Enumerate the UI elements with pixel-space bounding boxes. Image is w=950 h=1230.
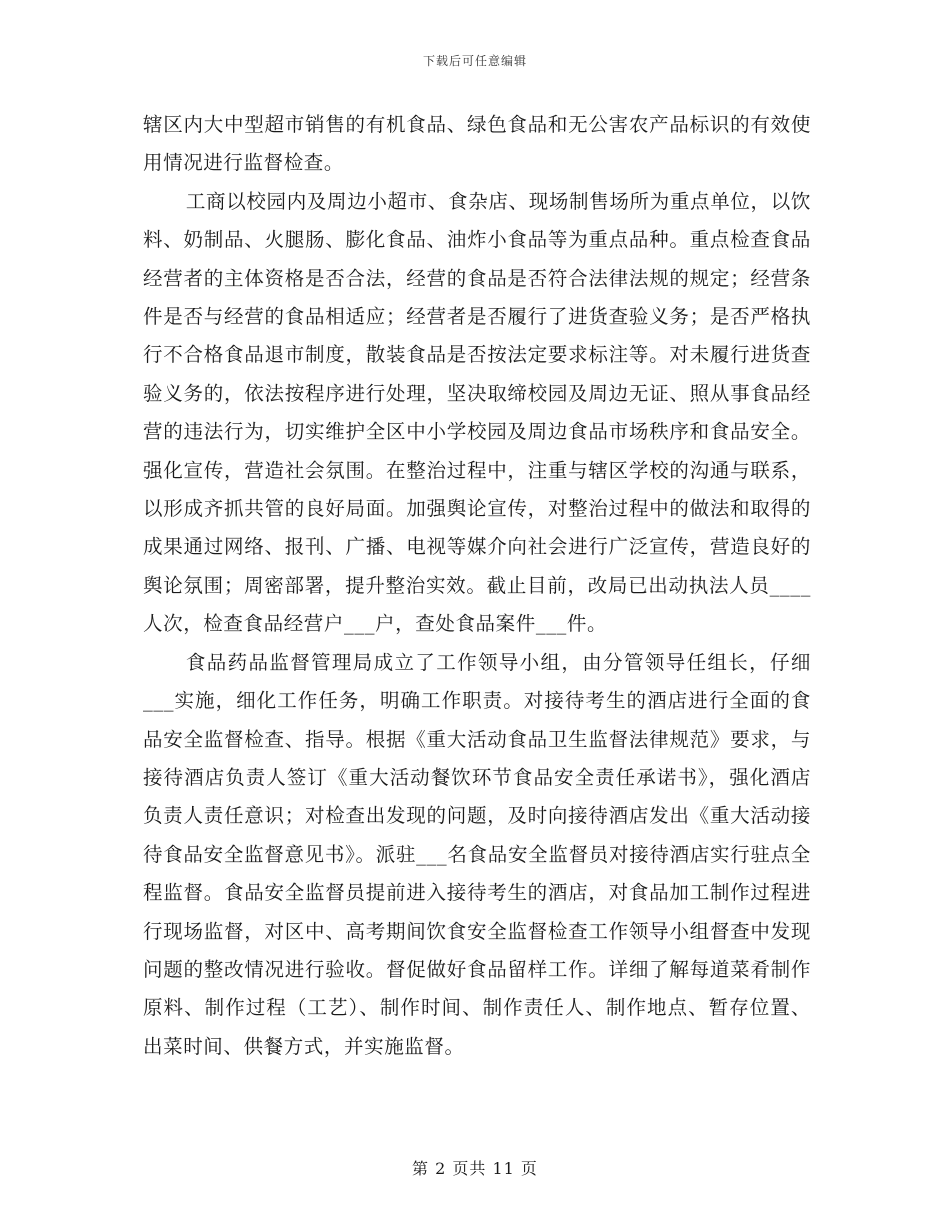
paragraph-continuation: 辖区内大中型超市销售的有机食品、绿色食品和无公害农产品标识的有效使用情况进行监督检查。 <box>143 113 811 175</box>
document-body <box>143 106 811 1066</box>
page-number: 第 2 页共 11 页 <box>412 1159 538 1178</box>
page-header: 下载后可任意编辑 <box>422 54 527 68</box>
paragraph-food-drug-bureau: 食品药品监督管理局成立了工作领导小组，由分管领导任组长，仔细___实施，细化工作任务，明确工作职责。对接待考生的酒店进行全面的食品安全监督检查、指导。根据《重大活动食品卫生监督法律规范》要求，与接待酒店负责人签订《重大活动餐饮环节食品安全责任承诺书》，强化酒店负责人责任意识；对检查出发现的问题，及时向接待酒店发出《重大活动接待食品安全监督意见书》。派驻___名食品安全监督员对接待酒店实行驻点全程监督。食品安全监督员提前进入接待考生的酒店，对食品加工制作过程进行现场监督，对区中、高考期间饮食安全监督检查工作领导小组督查中发现问题的整改情况进行验收。督促做好食品留样工作。详细了解每道菜肴制作原料、制作过程（工艺）、制作时间、制作责任人、制作地点、暂存位置、出菜时间、供餐方式，并实施监督。 <box>143 650 811 1058</box>
paragraph-commerce: 工商以校园内及周边小超市、食杂店、现场制售场所为重点单位，以饮料、奶制品、火腿肠、膨化食品、油炸小食品等为重点品种。重点检查食品经营者的主体资格是否合法，经营的食品是否符合法律法规的规定；经营条件是否与经营的食品相适应；经营者是否履行了进货查验义务；是否严格执行不合格食品退市制度，散装食品是否按法定要求标注等。对未履行进货查验义务的，依法按程序进行处理，坚决取缔校园及周边无证、照从事食品经营的违法行为，切实维护全区中小学校园及周边食品市场秩序和食品安全。强化宣传，营造社会氛围。在整治过程中，注重与辖区学校的沟通与联系，以形成齐抓共管的良好局面。加强舆论宣传，对整治过程中的做法和取得的成果通过网络、报刊、广播、电视等媒介向社会进行广泛宣传，营造良好的舆论氛围；周密部署，提升整治实效。截止目前，改局已出动执法人员____人次，检查食品经营户___户，查处食品案件___件。 <box>143 189 811 636</box>
